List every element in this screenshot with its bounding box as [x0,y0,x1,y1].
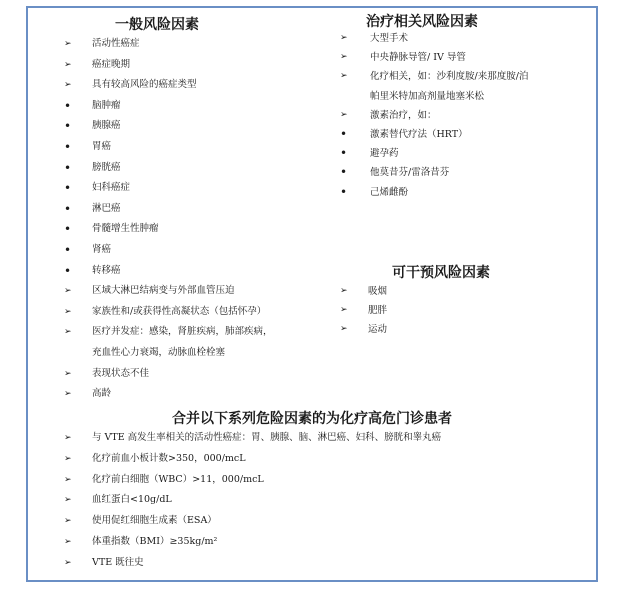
bullet-dot-icon: • [340,184,348,199]
bullet-dot-icon: • [64,201,72,216]
list-item [64,470,584,491]
list-item [64,553,584,574]
list-item [64,511,584,532]
list-item-text: 吸烟 [368,286,388,297]
bullet-dot-icon: • [64,98,72,113]
list-item-text: 脑肿瘤 [92,99,121,111]
list-item-text: 骨髓增生性肿瘤 [92,223,159,235]
list-item [64,490,584,511]
list-item-text: 与 VTE 高发生率相关的活动性癌症：胃、胰腺、脑、淋巴癌、妇科、膀胱和睾丸癌 [92,432,442,443]
bullet-arrow-icon: ➢ [340,109,348,120]
bullet-arrow-icon: ➢ [340,33,348,43]
list-item-text: 体重指数（BMI）≥35kg/m² [92,535,218,547]
bullet-arrow-icon: ➢ [64,453,72,464]
list-item [64,178,354,199]
list-item [340,144,590,163]
list-item [340,183,590,202]
list-item-text: 淋巴癌 [92,202,121,214]
bullet-arrow-icon: ➢ [64,474,72,485]
list-item-text: 区域大淋巴结病变与外部血管压迫 [92,285,235,297]
list-item [64,137,354,158]
treatment-risk-list [340,29,590,202]
bullet-dot-icon: • [64,139,72,154]
bullet-arrow-icon: ➢ [340,324,348,334]
list-item-text: 转移癌 [92,264,121,276]
list-item [340,163,590,182]
bullet-arrow-icon: ➢ [64,516,72,527]
bullet-arrow-icon: ➢ [64,368,72,379]
list-item [64,34,354,55]
list-item [340,87,590,106]
list-item-text: 化疗前血小板计数>350，000/mcL [92,452,246,464]
list-item-text: 癌症晚期 [92,58,131,70]
list-item [64,302,354,323]
bullet-dot-icon: • [64,119,72,134]
list-item-text: 己烯雌酚 [370,186,409,198]
list-item-text: 表现状态不佳 [92,367,150,379]
bullet-dot-icon: • [64,181,72,196]
list-item [64,158,354,179]
list-item [340,320,540,339]
bullet-arrow-icon: ➢ [64,557,72,568]
modifiable-risk-list [340,282,540,339]
list-item-text: VTE 既往史 [92,556,144,568]
list-item-text: 避孕药 [370,148,399,160]
list-item [64,116,354,137]
list-item [64,343,354,364]
list-item [64,75,354,96]
list-item [340,48,590,67]
bullet-arrow-icon: ➢ [64,433,72,443]
general-risk-list [64,34,354,405]
list-item-text: 家族性和/或获得性高凝状态（包括怀孕） [92,305,267,317]
list-item-text: 激素替代疗法（HRT） [370,128,468,140]
bullet-arrow-icon: ➢ [340,52,348,63]
treatment-risk-title: 治疗相关风险因素 [366,14,478,30]
list-item [340,67,590,86]
list-item-text: 胃癌 [92,140,112,152]
general-risk-title: 一般风险因素 [115,17,199,33]
list-item [64,199,354,220]
list-item-text: 充血性心力衰竭，动脉血栓栓塞 [92,346,226,358]
list-item-text: 膀胱癌 [92,161,121,173]
list-item [64,261,354,282]
bullet-dot-icon: • [340,126,348,141]
bullet-dot-icon: • [340,165,348,180]
list-item-text: 肾癌 [92,243,112,255]
list-item [64,428,584,449]
modifiable-risk-title: 可干预风险因素 [392,265,490,281]
list-item-text: 大型手术 [370,33,409,44]
list-item [64,449,584,470]
list-item-text: 妇科癌症 [92,182,131,194]
list-item [64,281,354,302]
list-item [64,384,354,405]
bullet-dot-icon: • [64,222,72,237]
bullet-dot-icon: • [64,160,72,175]
high-risk-list [64,428,584,574]
bullet-dot-icon: • [64,242,72,257]
list-item [64,322,354,343]
list-item-text: 使用促红细胞生成素（ESA） [92,515,217,527]
bullet-arrow-icon: ➢ [64,327,72,338]
list-item [340,106,590,125]
bullet-dot-icon: • [64,263,72,278]
list-item [64,55,354,76]
bullet-dot-icon: • [340,146,348,161]
list-item-text: 中央静脉导管/ IV 导管 [370,52,466,64]
bullet-arrow-icon: ➢ [64,59,72,70]
list-item-text: 具有较高风险的癌症类型 [92,79,197,91]
list-item [340,125,590,144]
list-item-text: 帕里米特加高剂量地塞米松 [370,90,485,102]
bullet-arrow-icon: ➢ [340,71,348,82]
bullet-arrow-icon: ➢ [64,286,72,297]
bullet-arrow-icon: ➢ [340,286,348,296]
list-item-text: 胰腺癌 [92,120,121,132]
list-item-text: 肥胖 [368,305,388,316]
bullet-arrow-icon: ➢ [64,39,72,49]
bullet-arrow-icon: ➢ [64,536,72,547]
list-item [340,282,540,301]
high-risk-title: 合并以下系列危险因素的为化疗高危门诊患者 [172,411,452,427]
bullet-arrow-icon: ➢ [64,495,72,506]
bullet-arrow-icon: ➢ [64,306,72,317]
list-item [64,96,354,117]
list-item-text: 化疗相关，如：沙利度胺/来那度胺/泊 [370,71,529,83]
list-item-text: 他莫昔芬/雷洛昔芬 [370,167,450,179]
bullet-arrow-icon: ➢ [64,389,72,400]
bullet-arrow-icon: ➢ [64,80,72,91]
list-item-text: 高龄 [92,388,112,400]
list-item-text: 化疗前白细胞（WBC）>11，000/mcL [92,473,264,485]
bullet-arrow-icon: ➢ [340,305,348,315]
list-item-text: 活动性癌症 [92,38,140,49]
list-item-text: 医疗并发症：感染，肾脏疾病，肺部疾病， [92,326,273,338]
list-item [340,301,540,320]
list-item-text: 血红蛋白<10g/dL [92,494,172,506]
list-item [64,364,354,385]
list-item [64,219,354,240]
list-item [64,240,354,261]
list-item [64,532,584,553]
list-item-text: 激素治疗，如： [370,109,437,121]
list-item-text: 运动 [368,324,388,335]
list-item [340,29,590,48]
